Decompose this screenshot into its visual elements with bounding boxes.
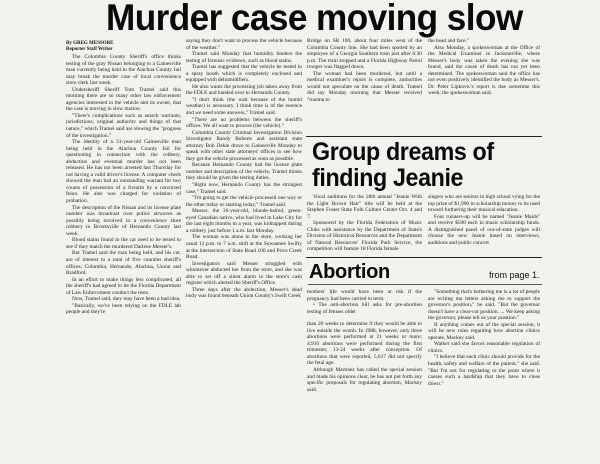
paragraph: He also wants the processing job taken away from the FDLE and handed over to Hernando County.	[186, 83, 302, 97]
paragraph: mothers' life would have been at risk if the pregnancy had been carried to term.	[307, 289, 422, 302]
paragraph: The identity of a 31-year-old Gainesville man being held in the Alachua County Jail for questioning in connection with the robbery, abduction and eventual murder has not been released. He has not been arrested last Thursday for not having a valid driver's license. A computer check showed the man had an outstanding warrant for two counts of possession of a firearm by a convicted felon. He also was charged for violation of probation.	[66, 139, 181, 205]
paragraph: than 20 weeks to determine if they would be able to live outside the womb. In 1988, however, only three abortions were performed at 21 weeks or more; 4,910 abortions were performed during the first trimester, 13-24 weeks after conception. Of abortions that were reported, 5,617 did not specify the fetal age.	[307, 321, 422, 367]
byline-role: Reporter Staff Writer	[66, 47, 113, 52]
murder-story-column-2	[186, 38, 302, 464]
paragraph: singers who are seniors in high school vying for the top prize of $1,900 in scholarship money to be used toward furthering their musical education.	[428, 194, 540, 214]
byline-name: By GREG MESSORE	[66, 41, 114, 46]
murder-story-column-1	[66, 54, 181, 464]
paragraph: But Tramel said the man being held, and his car, are of interest to a total of five counties sheriff's offices, Columbia, Hernando, Alachua, Union and Bradford.	[66, 250, 181, 277]
murder-story-column-4	[428, 38, 540, 136]
abortion-story-column-1	[307, 289, 422, 464]
paragraph: "There's complications such as search warrants, jurisdictions, original authority and things of that nature," which Tramel said are slowing the "progress of the investigation."	[66, 112, 181, 139]
paragraph: • The anti-abortion bill asks for pre-abortion testing of fetuses older	[307, 302, 422, 315]
paragraph: Blood stains found in the car need to be tested to see if they match the murdered Darlene Messer's.	[66, 237, 181, 250]
paragraph: "There are no problems between the sheriff's offices. We all want to process (the vehicle)."	[186, 116, 302, 130]
paragraph: In an effort to make things less complicated, all the sheriff's had agreed to let the Florida Department of Law Enforcement conduct the tests.	[66, 276, 181, 296]
paragraph: "Basically, we've been relying on the FDLE lab people and they're	[66, 302, 181, 316]
paragraph: Three days after the abduction, Messer's dead body was found beneath Union County's Swift Creek	[186, 286, 302, 300]
paragraph: Columbia County Criminal Investigation Division Investigator Randy Roberts and assistant state attorney Bob Dekle drove to Gainesville Monday to speak with other state attorneys' offices to see how they get the vehicle processed as soon as possible.	[186, 129, 302, 162]
paragraph: Messer, the 36-year-old, blonde-haired, green-eyed Canadian native, who had lived in Lake City for the last eight months to a year, was kidnapped during a robbery just before 1 a.m. last Monday.	[186, 208, 302, 234]
section-divider	[306, 136, 542, 137]
abortion-story-column-2	[428, 289, 540, 464]
paragraph: "Something that's bothering me is a lot of people are writing me letters asking me to support the governor's position," he said. "But the governor doesn't have a clear-cut position. ... We keep asking the governor, please tell us your position."	[428, 289, 540, 322]
paragraph: Sponsored by the Florida Federation of Music Clubs with assistance by the Department of State's Division of Historical Resources and the Department of Natural Resources' Florida Park Service, the competition will feature 18 Florida female	[307, 220, 422, 253]
paragraph: Vocal auditions for the 28th annual "Jeanie With the Light Brown Hair" title will be held at the Stephen Foster State Folk Culture Center Oct. 4 and 7.	[307, 194, 422, 220]
paragraph: Four runners-up will be named "Jeanie Maids" and receive $500 each in music scholarship funds. A distinguished panel of out-of-state judges will choose the new Jeanie based on interviews, auditions and public concert	[428, 213, 540, 246]
paragraph: saying they don't want to process the vehicle because of the weather."	[186, 38, 302, 51]
paragraph: The description of the Nissan and its license plate number was broadcast over police airwaves as possibly being involved in a convenience store robbery in Brooksville of Hernando County last week.	[66, 204, 181, 237]
paragraph: Tramel said Monday that humidity hinders the testing of forensic evidence, such as blood stains.	[186, 51, 302, 64]
paragraph: the head and face."	[428, 38, 470, 44]
murder-case-headline: Murder case moving slow	[106, 0, 523, 38]
paragraph: Undersheriff Sheriff Tom Tramel said this morning there are so many other law enforcement agencies interested in the vehicle and its owner, that the case is moving in slow motion.	[66, 86, 181, 113]
paragraph: Although Martinez has called the special session and made his opinions clear, he has not put forth any specific proposals for regulating abortion, Mackey said.	[307, 367, 422, 393]
paragraph: The woman had been murdered, but until a medical examiner's report is complete, authorities would not speculate on the cause of death. Tramel did say Monday morning that Messer received "trauma to	[307, 70, 422, 103]
paragraph: The Columbia County Sheriff's office thinks testing of the gray Nissan belonging to a Gainesville man currently being held in the Alachua County Jail may break the murder case of local convenience store clerk last week.	[66, 54, 181, 87]
paragraph: Because Hernando County had the license plate number and description of the vehicle, Tramel thinks they should be given the testing duties.	[186, 162, 302, 182]
abortion-underline	[308, 284, 542, 285]
jeanie-headline-line-1: Group dreams of	[312, 138, 494, 166]
continued-from-label: from page 1.	[489, 270, 540, 280]
paragraph: "I'm going to get the vehicle processed one way or the other today or starting today," Tramel said.	[186, 195, 302, 208]
jeanie-headline-line-2: finding Jeanie	[312, 164, 464, 192]
paragraph: Investigators said Messer struggled with whomever abducted her from the store, and she was able to set off a silent alarm in the store's cash register which alerted the Sheriff's Office.	[186, 260, 302, 287]
jeanie-story-column-2	[428, 194, 540, 256]
paragraph: "I believe that each clinic should provide for the health, safety and welfare of the patient," she said. "But I'm not for regulating to the point where it causes such a hardship that they have to close down."	[428, 354, 540, 387]
murder-story-column-3	[307, 38, 422, 136]
paragraph: Bridge on SR 100, about four miles west of the Columbia County line. She had been spotted by an employee of a Georgia Southern train just after 6:30 p.m. The train stopped and a Florida Highway Patrol trooper was flagged down.	[307, 38, 422, 71]
paragraph: Now, Tramel said, they may have been a bad idea.	[72, 296, 181, 303]
paragraph: "Right now, Hernando County has the strongest case," Tramel said.	[186, 182, 302, 195]
paragraph: If anything comes out of the special session, it will be new rules regarding how abortion clinics operate, Mackey said.	[428, 321, 540, 341]
paragraph: Walker said she favors reasonable regulation of clinics.	[428, 341, 540, 354]
abortion-headline: Abortion	[309, 261, 390, 283]
paragraph: The woman was alone in the store, working her usual 11 p.m. to 7 a.m. shift at the Suwannee Swifty at the intersection of State Road 100 and Price Creek Road.	[186, 234, 302, 261]
paragraph: Also Monday, a spokeswoman at the Office of the Medical Examiner in Jacksonville, where Messer's body was taken the evening she was found, said the cause of death has not yet been determined. The spokeswoman said the office has not even positively identified the body as Messer's. Dr. Peter Lipkovic's report is due sometime this week, the spokeswoman said.	[428, 44, 540, 97]
paragraph: "I don't think (the wait because of the humid weather) is necessary. I think time is of the essence and we need some answers," Tramel said.	[186, 96, 302, 117]
paragraph: Tramel has suggested that the vehicle be tested in a spray booth which is completely enclosed and equipped with dehumidifiers.	[186, 64, 302, 84]
jeanie-story-column-1	[307, 194, 422, 256]
section-divider	[306, 257, 542, 258]
